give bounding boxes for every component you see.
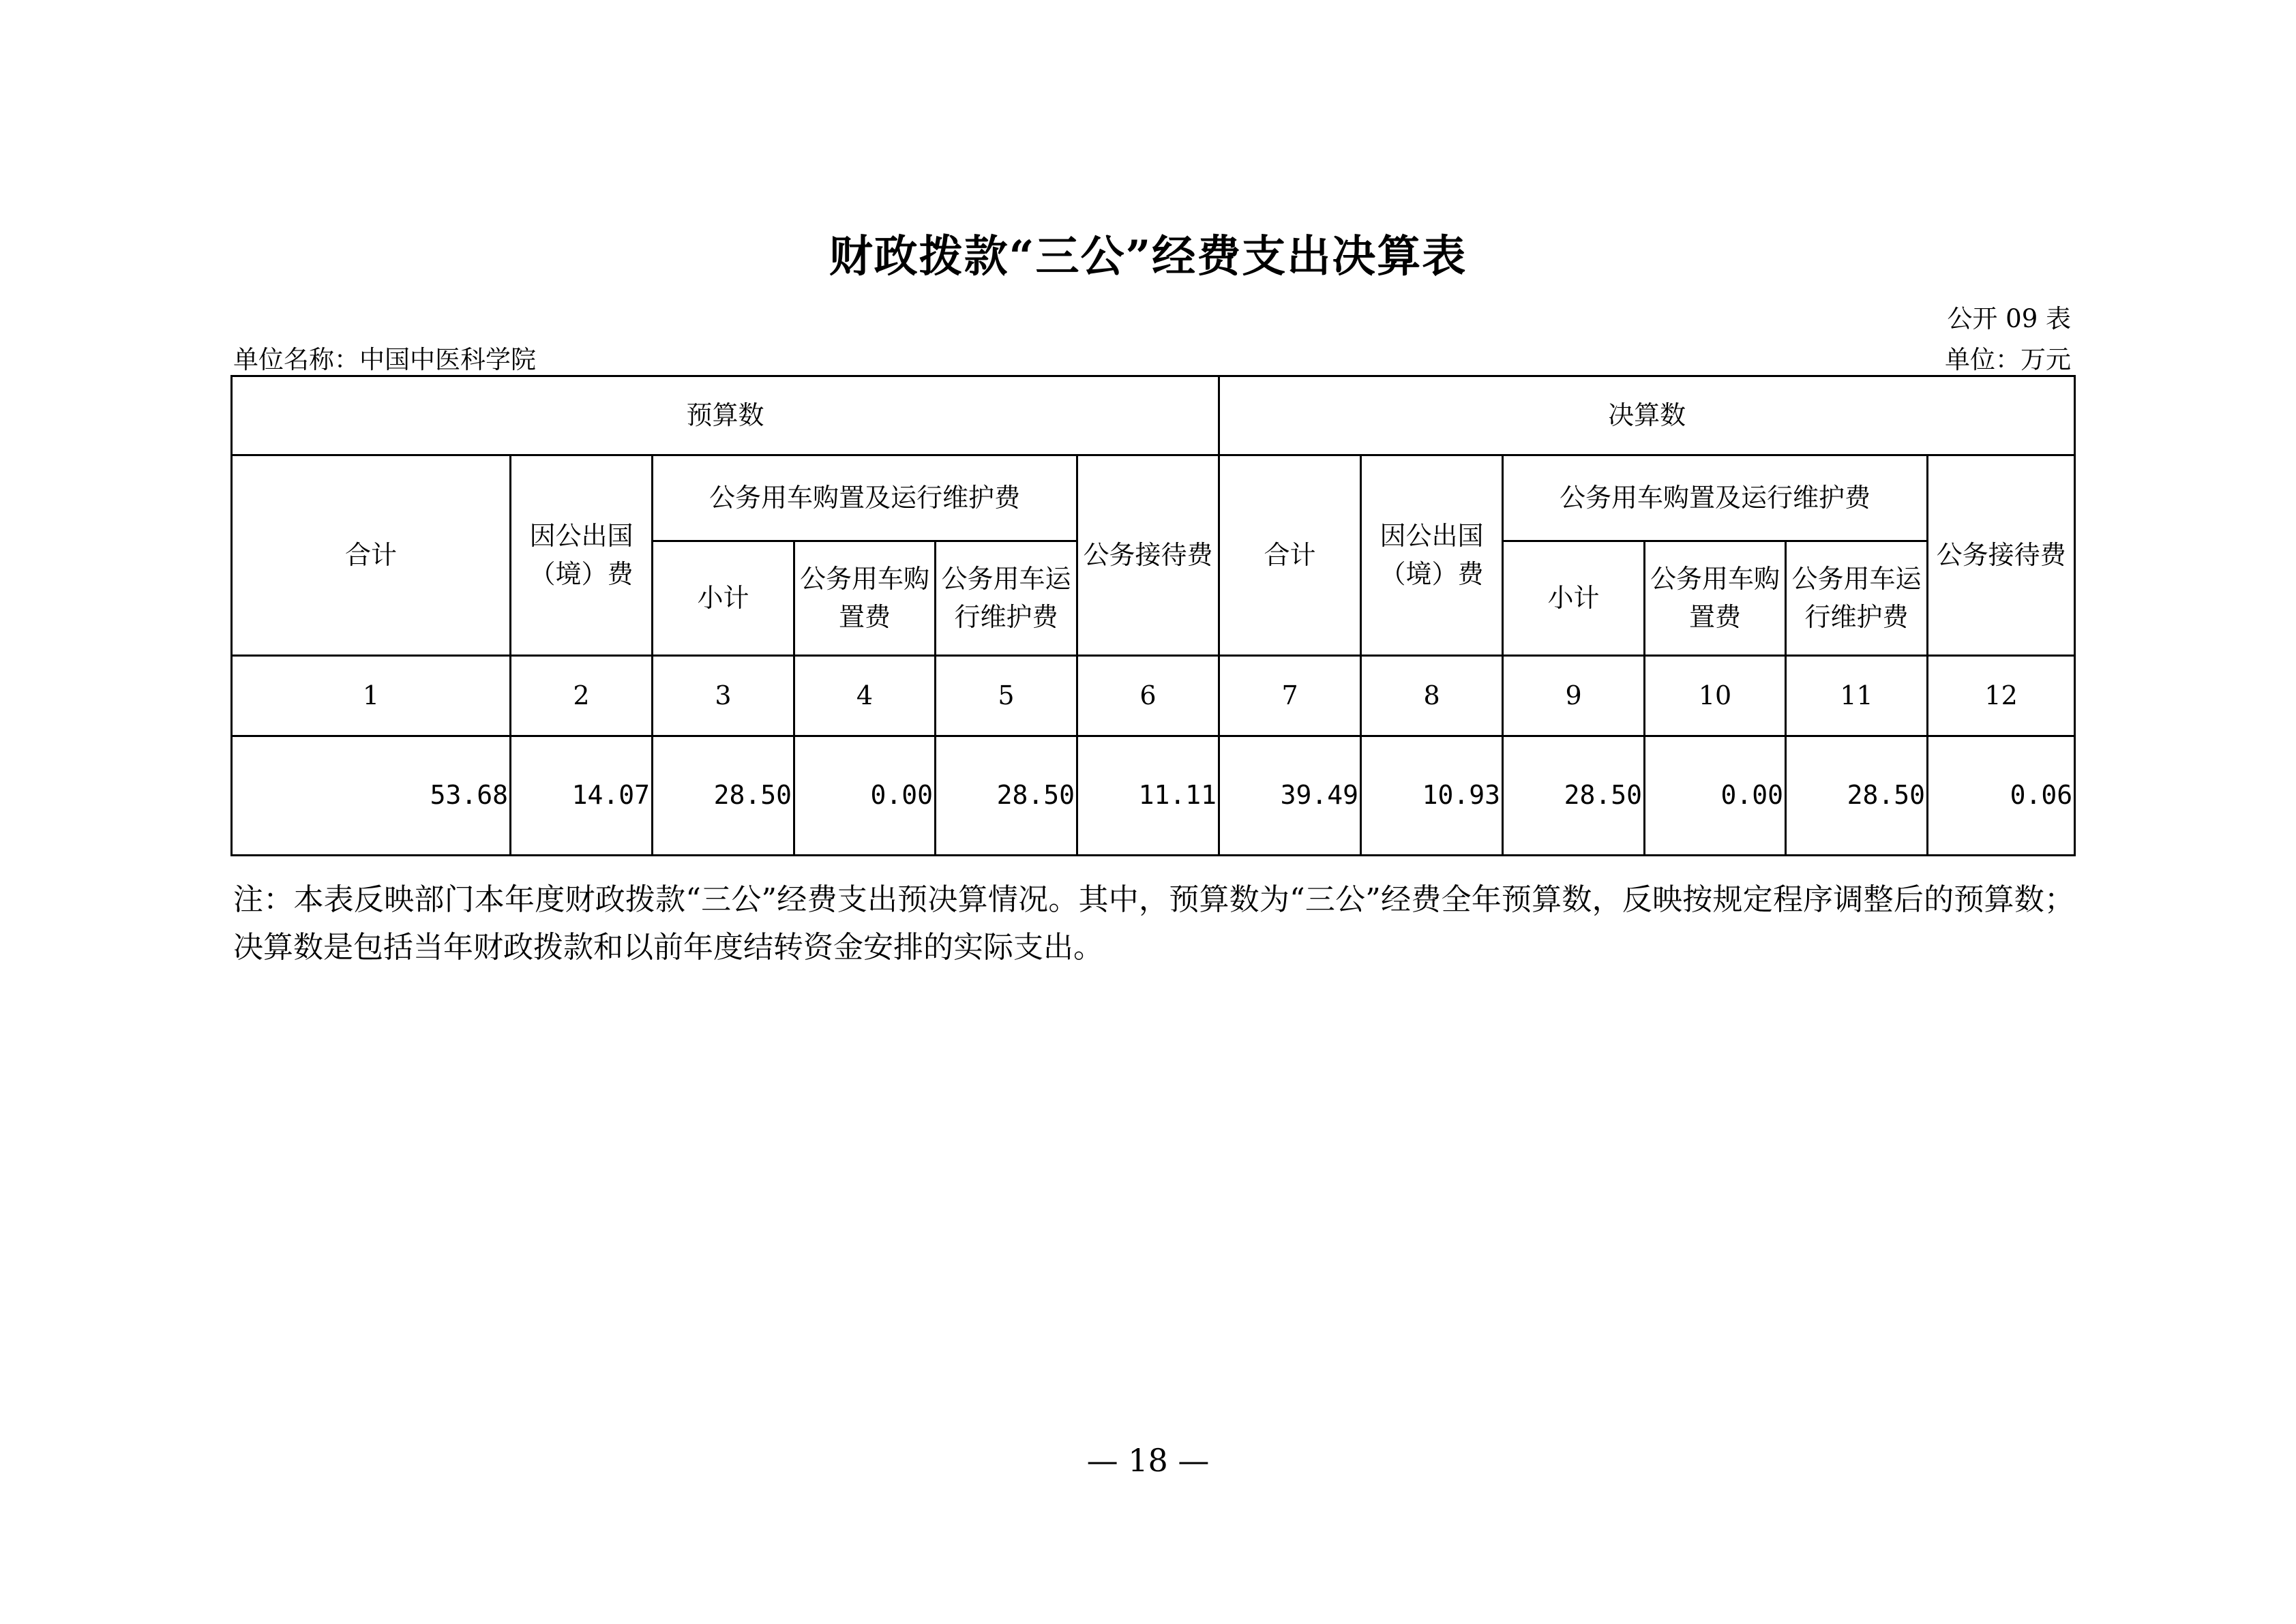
budget-reception-header: 公务接待费 — [1077, 455, 1219, 656]
final-total-header: 合计 — [1219, 455, 1361, 656]
final-vehicle-header: 公务用车购置及运行维护费 — [1503, 455, 1928, 541]
column-index-cell: 5 — [936, 656, 1077, 736]
budget-subtotal-header: 小计 — [653, 541, 794, 656]
column-index-cell: 3 — [653, 656, 794, 736]
unit-name: 单位名称：中国中医科学院 — [233, 345, 536, 374]
group-header-row — [232, 376, 2075, 455]
final-operation-header: 公务用车运行维护费 — [1786, 541, 1928, 656]
column-index-cell: 7 — [1219, 656, 1361, 736]
column-header-row — [232, 455, 2075, 541]
values-row — [232, 736, 2075, 856]
value-cell: 0.06 — [1928, 736, 2075, 856]
page-number: — 18 — — [1086, 1442, 1210, 1479]
column-index-cell: 12 — [1928, 656, 2075, 736]
value-cell: 0.00 — [1645, 736, 1786, 856]
column-index-cell: 2 — [511, 656, 653, 736]
budget-abroad-header: 因公出国（境）费 — [511, 455, 653, 656]
value-cell: 28.50 — [653, 736, 794, 856]
value-cell: 10.93 — [1361, 736, 1503, 856]
unit-of-measure: 单位：万元 — [1945, 345, 2071, 374]
value-cell: 39.49 — [1219, 736, 1361, 856]
value-cell: 0.00 — [794, 736, 936, 856]
value-cell: 28.50 — [936, 736, 1077, 856]
form-number: 公开 09 表 — [1947, 304, 2071, 333]
budget-group-header: 预算数 — [232, 376, 1219, 455]
column-index-cell: 4 — [794, 656, 936, 736]
column-index-cell: 10 — [1645, 656, 1786, 736]
value-cell: 28.50 — [1503, 736, 1645, 856]
value-cell: 53.68 — [232, 736, 511, 856]
table-note: 注：本表反映部门本年度财政拨款“三公”经费支出预决算情况。其中，预算数为“三公”经费全年预算数，反映按规定程序调整后的预算数；决算数是包括当年财政拨款和以前年度结转资金安排的实际支出。 — [233, 882, 2074, 965]
budget-purchase-header: 公务用车购置费 — [794, 541, 936, 656]
column-index-cell: 6 — [1077, 656, 1219, 736]
value-cell: 14.07 — [511, 736, 653, 856]
final-reception-header: 公务接待费 — [1928, 455, 2075, 656]
value-cell: 28.50 — [1786, 736, 1928, 856]
final-abroad-header: 因公出国（境）费 — [1361, 455, 1503, 656]
column-index-cell: 1 — [232, 656, 511, 736]
budget-total-header: 合计 — [232, 455, 511, 656]
final-group-header: 决算数 — [1219, 376, 2075, 455]
column-index-cell: 8 — [1361, 656, 1503, 736]
column-index-cell: 11 — [1786, 656, 1928, 736]
column-index-cell: 9 — [1503, 656, 1645, 736]
final-subtotal-header: 小计 — [1503, 541, 1645, 656]
value-cell: 11.11 — [1077, 736, 1219, 856]
budget-vehicle-header: 公务用车购置及运行维护费 — [653, 455, 1077, 541]
column-index-row — [232, 656, 2075, 736]
expenditure-table — [230, 375, 2076, 856]
page-title: 财政拨款“三公”经费支出决算表 — [829, 231, 1467, 282]
final-purchase-header: 公务用车购置费 — [1645, 541, 1786, 656]
budget-operation-header: 公务用车运行维护费 — [936, 541, 1077, 656]
